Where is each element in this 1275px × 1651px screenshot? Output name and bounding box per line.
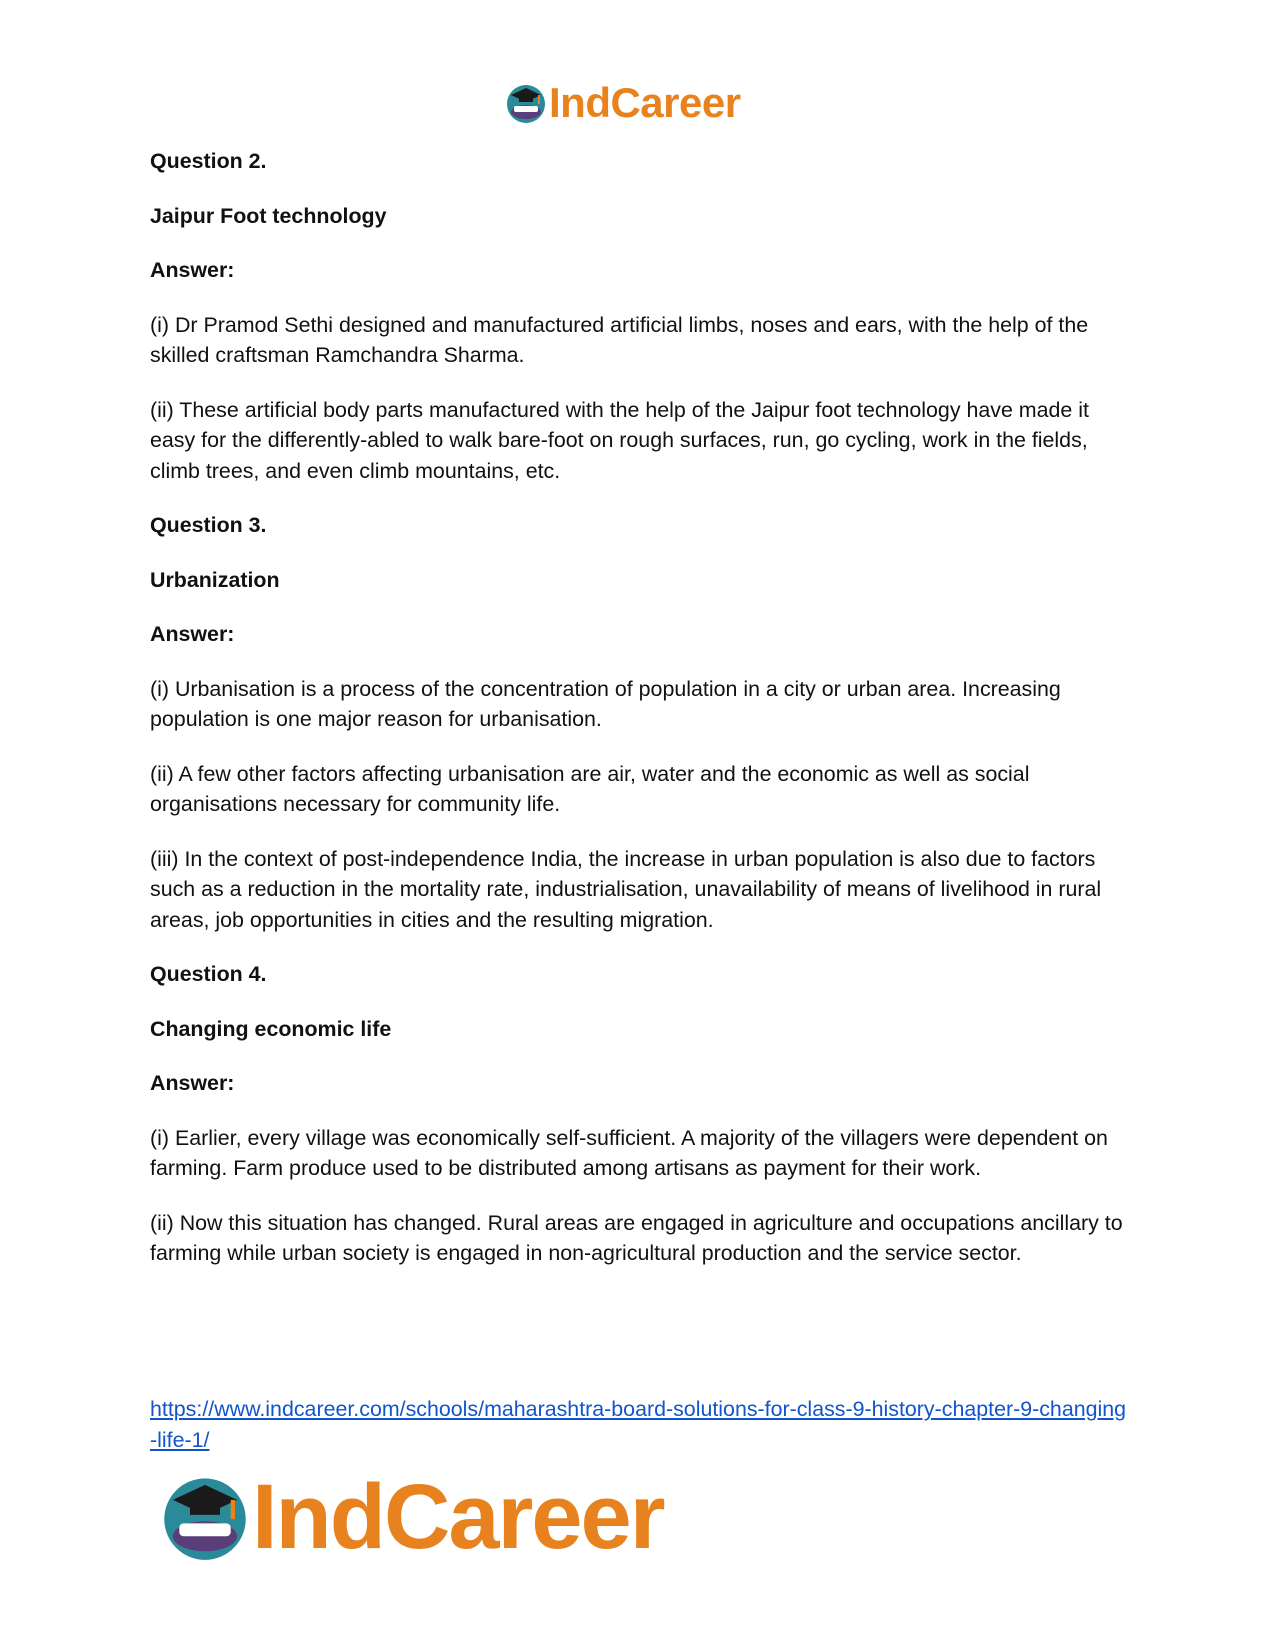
heading-line: Changing economic life bbox=[150, 1016, 392, 1041]
document-body bbox=[150, 146, 1130, 1293]
graduation-cap-book-icon bbox=[160, 1472, 250, 1562]
heading-line: Question 3. bbox=[150, 513, 267, 537]
heading-line: Jaipur Foot technology bbox=[150, 203, 387, 228]
answer-paragraph: (i) Earlier, every village was economically self-sufficient. A majority of the villagers were dependent on farming. Farm produce used to be distributed among artisans as payment for their work. bbox=[150, 1125, 1108, 1180]
logo-wordmark: IndCareer bbox=[252, 1466, 664, 1568]
answer-paragraph: (ii) A few other factors affecting urbanisation are air, water and the economic as well as social organisations necessary for community life. bbox=[150, 761, 1030, 816]
indcareer-logo-header bbox=[505, 80, 741, 126]
heading-line: Question 2. bbox=[150, 149, 267, 173]
answer-paragraph: (i) Urbanisation is a process of the concentration of population in a city or urban area. Increasing population is one major reason for urbanisation. bbox=[150, 676, 1061, 731]
logo-wordmark: IndCareer bbox=[549, 79, 741, 126]
answer-paragraph: (iii) In the context of post-independence India, the increase in urban population is also due to factors such as a reduction in the mortality rate, industrialisation, unavailability of means of livelihood in rural areas, job opportunities in cities and the resulting migration. bbox=[150, 846, 1102, 932]
heading-line: Answer: bbox=[150, 258, 235, 282]
answer-paragraph: (ii) Now this situation has changed. Rural areas are engaged in agriculture and occupations ancillary to farming while urban society is engaged in non-agricultural production and the service sector. bbox=[150, 1210, 1123, 1265]
graduation-cap-book-icon bbox=[505, 82, 547, 124]
heading-line: Urbanization bbox=[150, 567, 280, 592]
heading-line: Answer: bbox=[150, 1071, 235, 1095]
source-link[interactable]: https://www.indcareer.com/schools/maharashtra-board-solutions-for-class-9-history-chapter-9-changing-life-1/ bbox=[150, 1397, 1127, 1452]
indcareer-logo-footer bbox=[160, 1468, 664, 1566]
answer-paragraph: (i) Dr Pramod Sethi designed and manufactured artificial limbs, noses and ears, with the help of the skilled craftsman Ramchandra Sharma. bbox=[150, 312, 1089, 367]
heading-line: Question 4. bbox=[150, 962, 267, 986]
answer-paragraph: (ii) These artificial body parts manufactured with the help of the Jaipur foot technology have made it easy for the differently-abled to walk bare-foot on rough surfaces, run, go cycling, work in the fields, climb trees, and even climb mountains, etc. bbox=[150, 397, 1089, 483]
heading-line: Answer: bbox=[150, 622, 235, 646]
